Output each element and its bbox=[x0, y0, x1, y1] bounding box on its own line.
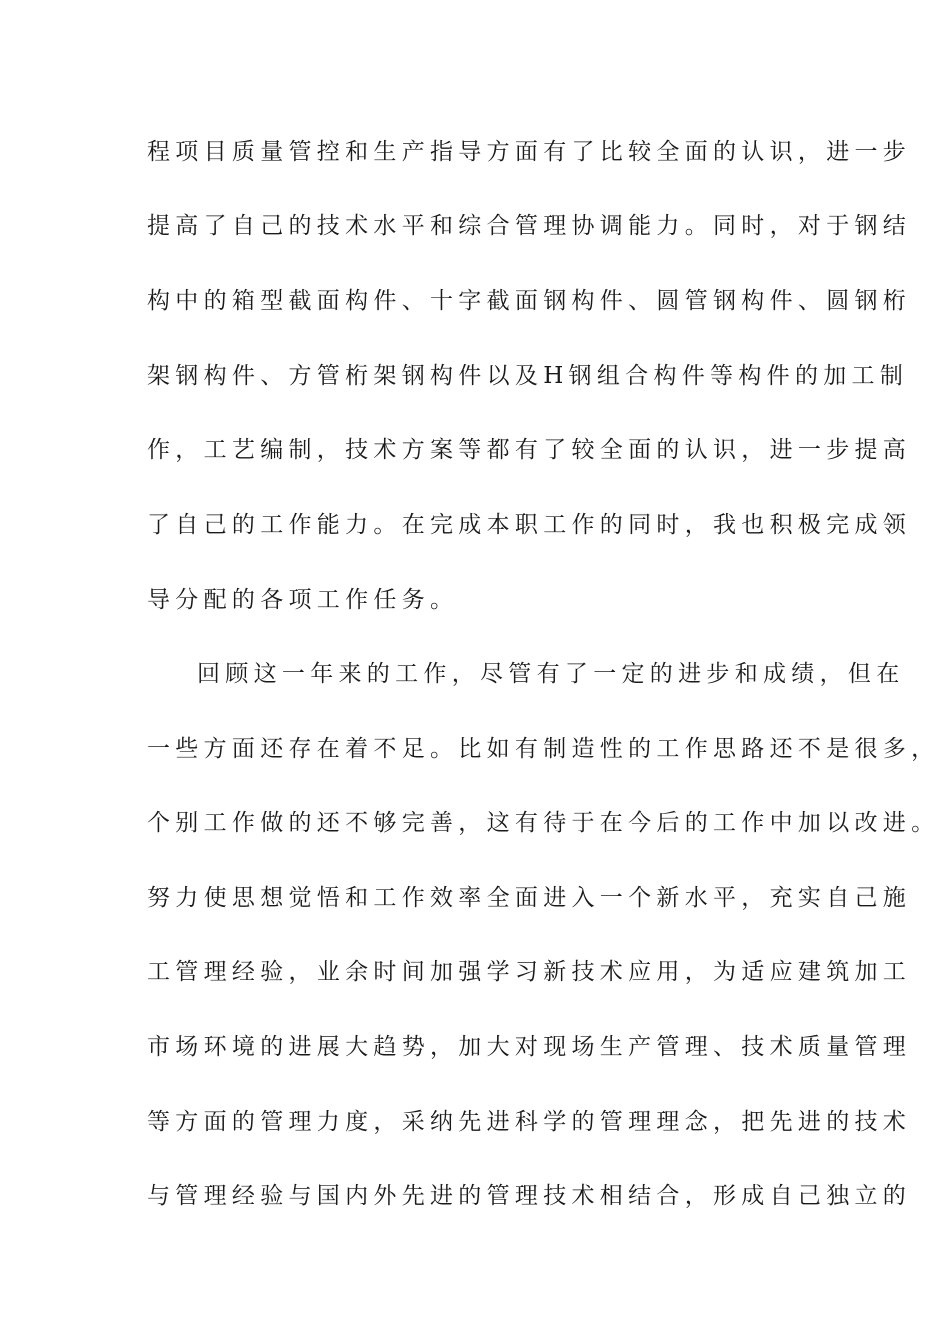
text-line: 构中的箱型截面构件、十字截面钢构件、圆管钢构件、圆钢桁 bbox=[147, 288, 912, 314]
paragraph-first-line: 回顾这一年来的工作，尽管有了一定的进步和成绩，但在 bbox=[197, 661, 905, 687]
text-line: 一些方面还存在着不足。比如有制造性的工作思路还不是很多， bbox=[147, 736, 940, 762]
text-line: 作，工艺编制，技术方案等都有了较全面的认识，进一步提高 bbox=[147, 437, 912, 463]
text-line: 个别工作做的还不够完善，这有待于在今后的工作中加以改进。 bbox=[147, 810, 940, 836]
text-line: 架钢构件、方管桁架钢构件以及H钢组合构件等构件的加工制 bbox=[147, 363, 909, 389]
text-line: 工管理经验，业余时间加强学习新技术应用，为适应建筑加工 bbox=[147, 959, 912, 985]
text-line: 提高了自己的技术水平和综合管理协调能力。同时，对于钢结 bbox=[147, 213, 912, 239]
text-line: 程项目质量管控和生产指导方面有了比较全面的认识，进一步 bbox=[147, 139, 912, 165]
text-line: 与管理经验与国内外先进的管理技术相结合，形成自己独立的 bbox=[147, 1183, 912, 1209]
text-line: 努力使思想觉悟和工作效率全面进入一个新水平，充实自己施 bbox=[147, 885, 912, 911]
text-line: 导分配的各项工作任务。 bbox=[147, 587, 459, 613]
text-line: 等方面的管理力度，采纳先进科学的管理理念，把先进的技术 bbox=[147, 1109, 912, 1135]
text-line: 了自己的工作能力。在完成本职工作的同时，我也积极完成领 bbox=[147, 512, 912, 538]
text-line: 市场环境的进展大趋势，加大对现场生产管理、技术质量管理 bbox=[147, 1034, 912, 1060]
